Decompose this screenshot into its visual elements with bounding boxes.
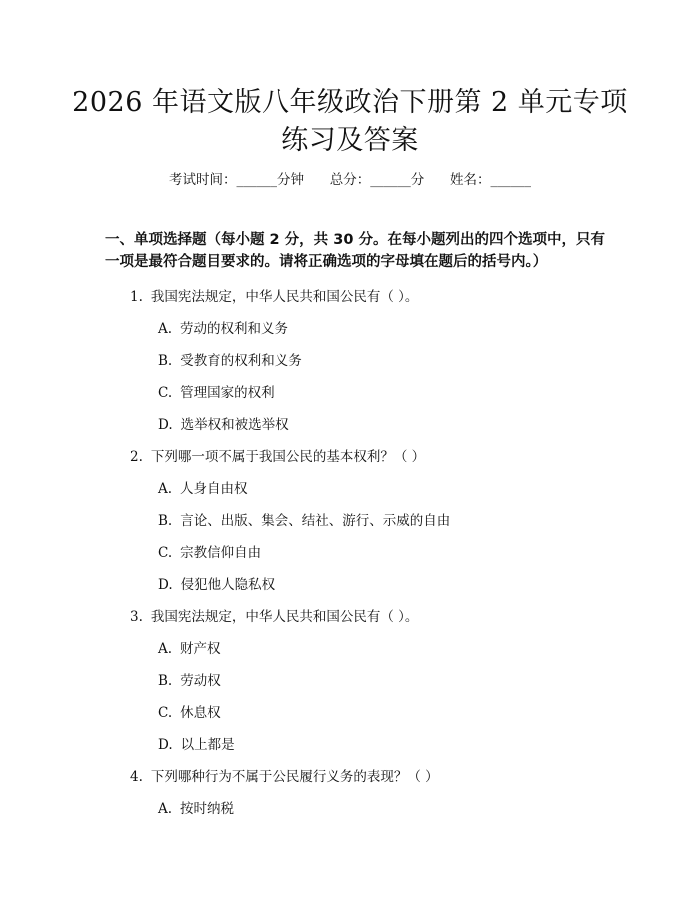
question-text: 我国宪法规定，中华人民共和国公民有（ ）。	[150, 609, 419, 625]
question-text: 我国宪法规定，中华人民共和国公民有（ ）。	[150, 289, 419, 305]
option-3-a: A. 财产权	[158, 641, 221, 657]
option-4-a: A. 按时纳税	[158, 801, 235, 817]
option-1-a: A. 劳动的权利和义务	[158, 321, 289, 337]
option-2-b: B. 言论、出版、集会、结社、游行、示威的自由	[158, 513, 451, 529]
option-2-d: D. 侵犯他人隐私权	[158, 577, 276, 593]
section-heading: 一、单项选择题（每小题 2 分，共 30 分。在每小题列出的四个选项中，只有一项是最符合题目要求的。请将正确选项的字母填在题后的括号内。）	[105, 232, 605, 270]
option-2-a: A. 人身自由权	[158, 481, 248, 497]
question-number: 2.	[130, 449, 143, 465]
question-text: 下列哪一项不属于我国公民的基本权利？（ ）	[150, 449, 426, 465]
question-4	[130, 765, 439, 785]
question-3	[130, 605, 418, 625]
exam-info-line: 考试时间：______分钟 总分：______分 姓名：______	[169, 172, 531, 188]
option-2-c: C. 宗教信仰自由	[158, 545, 262, 561]
title-line-2: 练习及答案	[281, 125, 419, 156]
question-number: 4.	[130, 769, 143, 785]
title-line-1: 2026 年语文版八年级政治下册第 2 单元专项	[72, 87, 628, 118]
option-1-d: D. 选举权和被选举权	[158, 417, 289, 433]
question-text: 下列哪种行为不属于公民履行义务的表现？（ ）	[150, 769, 439, 785]
option-3-d: D. 以上都是	[158, 737, 235, 753]
question-2	[130, 445, 425, 465]
question-1	[130, 285, 418, 305]
question-number: 3.	[130, 609, 143, 625]
option-1-b: B. 受教育的权利和义务	[158, 353, 302, 369]
question-number: 1.	[130, 289, 143, 305]
option-3-c: C. 休息权	[158, 705, 221, 721]
option-3-b: B. 劳动权	[158, 673, 221, 689]
document-title	[60, 84, 640, 160]
option-1-c: C. 管理国家的权利	[158, 385, 275, 401]
